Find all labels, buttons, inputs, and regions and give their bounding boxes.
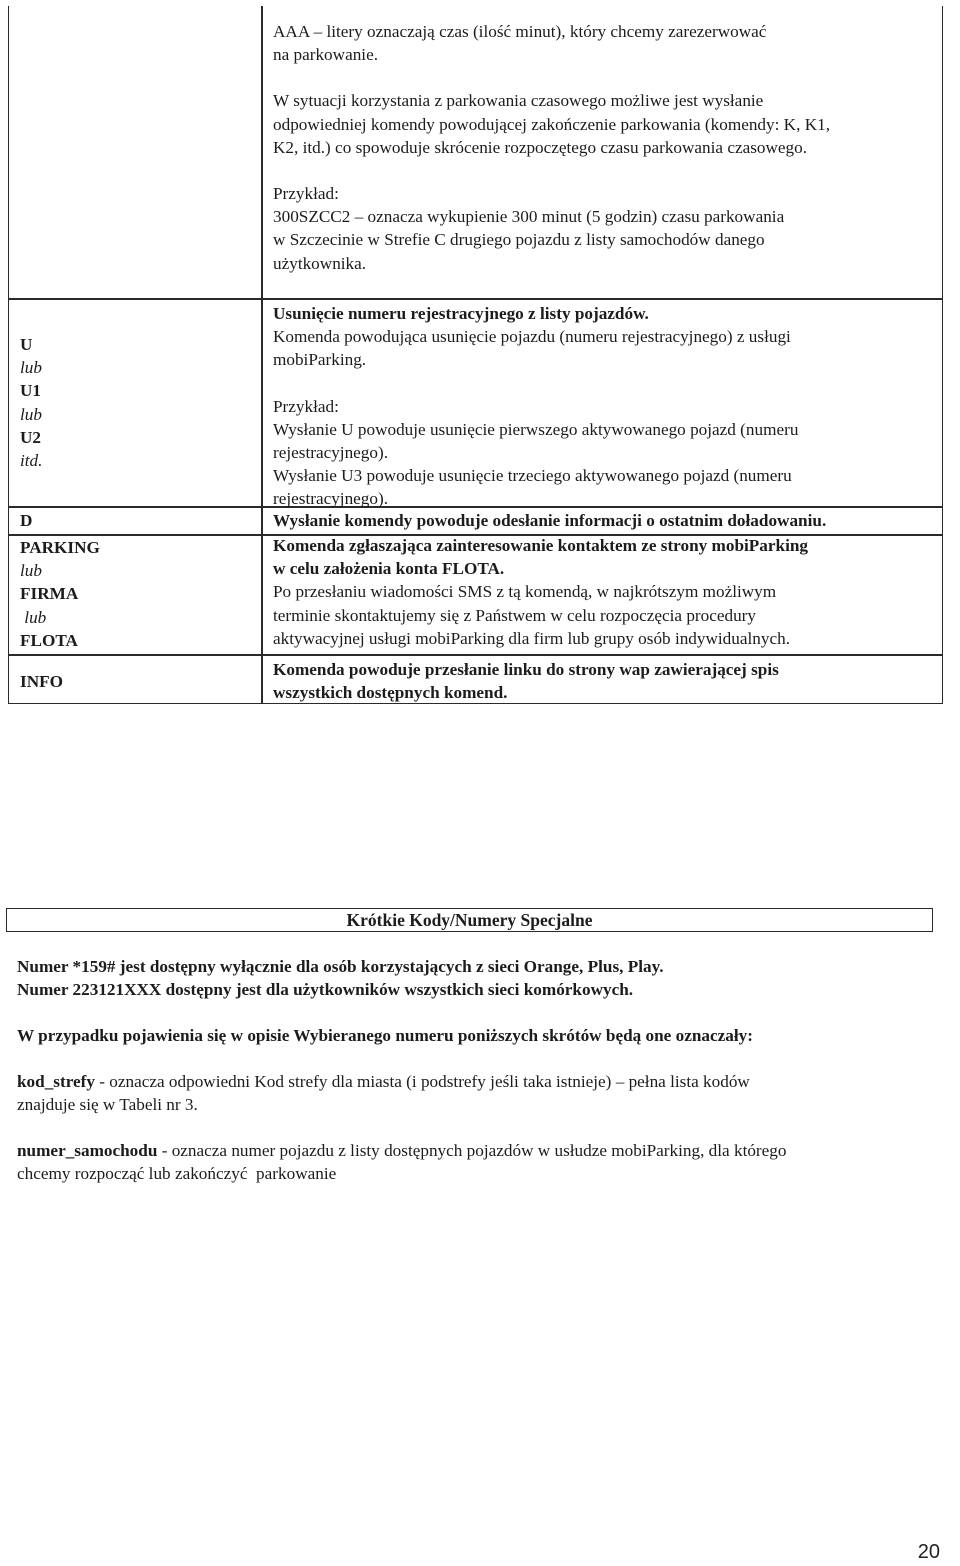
text-line: K2, itd.) co spowoduje skrócenie rozpoczętego czasu parkowania czasowego. [273,137,808,157]
row-divider [9,298,942,300]
text-line: 300SZCC2 – oznacza wykupienie 300 minut (5 godzin) czasu parkowania [273,207,785,227]
row-u-description [273,302,933,511]
command-code: FIRMA [20,584,79,604]
row-info-description [273,658,933,704]
row-title: wszystkich dostępnych komend. [273,683,508,703]
text-line: w Szczecinie w Strefie C drugiego pojazdu z listy samochodów danego [273,230,765,250]
row-title: Usunięcie numeru rejestracyjnego z listy pojazdów. [273,304,649,323]
definition-term: kod_strefy [17,1072,95,1091]
command-code: U1 [20,381,42,401]
row-divider [9,654,942,656]
definition-text: - oznacza odpowiedni Kod strefy dla miasta (i podstrefy jeśli taka istnieje) – pełna lista kodów [94,1072,750,1091]
text-line: W sytuacji korzystania z parkowania czasowego możliwe jest wysłanie [273,91,764,111]
command-code: U [20,335,33,354]
command-code: PARKING [20,538,100,557]
text-line: rejestracyjnego). [273,443,389,463]
abbreviations-intro: W przypadku pojawienia się w opisie Wybieranego numeru poniższych skrótów będą one oznaczały: [17,1026,753,1045]
definition-text: znajduje się w Tabeli nr 3. [17,1095,198,1114]
definition-text: chcemy rozpocząć lub zakończyć parkowanie [17,1164,337,1183]
definition-term: numer_samochodu [17,1141,158,1160]
row-parking-command [20,536,100,652]
availability-note: Numer 223121XXX dostępny jest dla użytkowników wszystkich sieci komórkowych. [17,980,634,999]
definition-kod-strefy [17,1070,927,1116]
paragraph [273,89,933,159]
example-label: Przykład: [273,396,339,416]
example [273,182,933,275]
text-line: na parkowanie. [273,45,378,65]
text-line: AAA – litery oznaczają czas (ilość minut), który chcemy zarezerwować [273,22,767,41]
text-line: użytkownika. [273,253,367,273]
example [273,395,933,511]
command-separator: lub [20,561,42,581]
command-separator: itd. [20,451,43,471]
column-divider [261,6,263,703]
row-aaa-description [273,20,933,275]
text-line: terminie skontaktujemy się z Państwem w celu rozpoczęcia procedury [273,605,756,625]
row-u-command [20,333,42,472]
command-code: FLOTA [20,630,78,650]
row-info-command: INFO [20,672,63,691]
text-line: aktywacyjnej usługi mobiParking dla firm lub grupy osób indywidualnych. [273,628,790,648]
row-title: Komenda zgłaszająca zainteresowanie kontaktem ze strony mobiParking [273,536,808,555]
command-separator: lub [20,404,42,424]
definition-text: - oznacza numer pojazdu z listy dostępnych pojazdów w usłudze mobiParking, dla którego [157,1141,787,1160]
text-line: Po przesłaniu wiadomości SMS z tą komendą, w najkrótszym możliwym [273,582,777,602]
example-label: Przykład: [273,184,339,204]
text-line: Komenda powodująca usunięcie pojazdu (numeru rejestracyjnego) z usługi [273,327,791,347]
short-codes-body [17,955,927,1185]
text-line: odpowiedniej komendy powodującej zakończenie parkowania (komendy: K, K1, [273,114,830,134]
text-line: rejestracyjnego). [273,489,389,509]
text-line: Wysłanie U3 powoduje usunięcie trzeciego aktywowanego pojazd (numeru [273,466,792,486]
short-codes-heading: Krótkie Kody/Numery Specjalne [6,908,933,932]
page-number: 20 [917,1541,940,1563]
text-line: Wysłanie U powoduje usunięcie pierwszego aktywowanego pojazd (numeru [273,419,799,439]
command-table [8,6,943,704]
command-separator: lub [20,358,42,378]
row-d-description: Wysłanie komendy powoduje odesłanie informacji o ostatnim doładowaniu. [273,511,827,530]
row-parking-description [273,534,933,650]
row-title: Komenda powoduje przesłanie linku do strony wap zawierającej spis [273,660,779,679]
command-code: U2 [20,427,42,447]
command-separator: lub [20,607,47,627]
row-d-command: D [20,511,33,530]
definition-numer-samochodu [17,1139,927,1185]
row-title: w celu założenia konta FLOTA. [273,559,505,579]
availability-note: Numer *159# jest dostępny wyłącznie dla osób korzystających z sieci Orange, Plus, Play. [17,957,664,976]
text-line: mobiParking. [273,350,367,370]
